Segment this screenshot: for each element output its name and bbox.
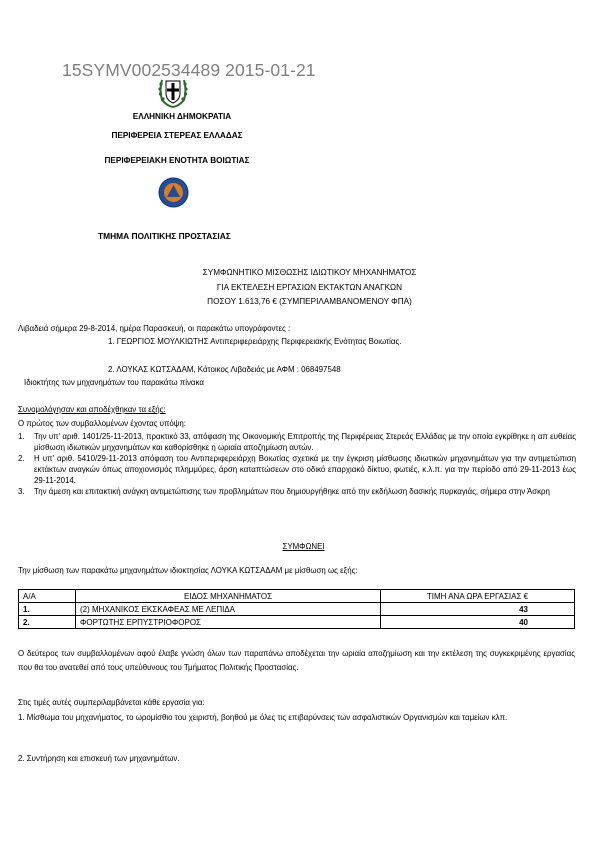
department-name: ΤΜΗΜΑ ΠΟΛΙΤΙΚΗΣ ΠΡΟΣΤΑΣΙΑΣ bbox=[98, 231, 231, 241]
col-header-aa: Α/Α bbox=[19, 590, 76, 603]
list-item bbox=[18, 486, 576, 497]
civil-protection-emblem-icon bbox=[158, 177, 189, 208]
lease-line: Την μίσθωση των παρακάτω μηχανημάτων ιδιοκτησίας ΛΟΥΚΑ ΚΩΤΣΑΔΑΜ με μίσθωση ως εξής: bbox=[18, 566, 358, 575]
considered-line: Ο πρώτος των συμβαλλομένων έχοντας υπόψη: bbox=[18, 419, 186, 428]
prices-include-line: Στις τιμές αυτές συμπεριλαμβάνεται κάθε εργασία για: bbox=[18, 698, 205, 707]
party-2: 2. ΛΟΥΚΑΣ ΚΩΤΣΑΔΑΜ, Κάτοικος Λιβαδειάς με ΑΦΜ : 068497548 bbox=[108, 365, 341, 374]
list-item-text: Η υπ' αριθ. 5410/29-11-2013 απόφαση του Αντιπεριφερειάρχη Βοιωτίας σχετικά με την έγκριση μίσθωσης ιδιωτικών μηχανημάτων για την αντιμετώπιση εκτάκτων αναγκών όπως αποχιονισμός πλημμύρες, άρση καταπτώσεων στο οδικό επαρχιακό δίκτυο, φωτιές, κ.λ.π. για την περίοδο από 29-11-2013 έως 29-11-2014. bbox=[34, 454, 576, 485]
watermark-id: 15SYMV002534489 2015-01-21 bbox=[62, 60, 316, 80]
intro-line: Λιβαδειά σήμερα 29-8-2014, ημέρα Παρασκευή, οι παρακάτω υπογράφοντες : bbox=[18, 324, 291, 333]
agrees-heading: ΣΥΜΦΩΝΕΙ bbox=[282, 542, 325, 551]
list-item-text: Την άμεση και επιτακτική ανάγκη αντιμετώπισης των προβλημάτων που δημιουργήθηκε από την εκδήλωση δασικής πυρκαγιάς, σήμερα στην Άσκρη bbox=[34, 487, 550, 496]
title-line1: ΣΥΜΦΩΝΗΤΙΚΟ ΜΙΣΘΩΣΗΣ ΙΔΙΩΤΙΚΟΥ ΜΗΧΑΝΗΜΑΤΟΣ bbox=[202, 268, 417, 277]
cell-hourly-rate: 40 bbox=[381, 616, 575, 629]
table-header-row bbox=[19, 590, 575, 603]
table-row bbox=[19, 603, 575, 616]
list-item-text: Την υπ' αριθ. 1401/25-11-2013, πρακτικό 33, απόφαση της Οικονομικής Επιτροπής της Περιφέρειας Στερεάς Ελλάδας με την οποία εγκρίθηκε η απ ευθείας μίσθωση ιδιωτικών μηχανημάτων και καθορίσθηκε η ωριαία αποζημίωση αυτών. bbox=[34, 432, 576, 452]
greek-coat-of-arms-icon bbox=[156, 76, 190, 108]
title-line2: ΓΙΑ ΕΚΤΕΛΕΣΗ ΕΡΓΑΣΙΩΝ ΕΚΤΑΚΤΩΝ ΑΝΑΓΚΩΝ bbox=[216, 283, 403, 292]
list-item-number: 1. bbox=[18, 432, 25, 441]
table-row bbox=[19, 616, 575, 629]
header-line1: ΕΛΛΗΝΙΚΗ ΔΗΜΟΚΡΑΤΙΑ bbox=[132, 112, 232, 121]
cell-machine-type: ΦΟΡΤΩΤΗΣ ΕΡΠΥΣΤΡΙΟΦΟΡΟΣ bbox=[76, 616, 381, 629]
party-1: 1. ΓΕΩΡΓΙΟΣ ΜΟΥΛΚΙΩΤΗΣ Αντιπεριφερειάρχης Περιφερειακής Ενότητας Βοιωτίας. bbox=[108, 337, 402, 346]
header-line3: ΠΕΡΙΦΕΡΕΙΑΚΗ ΕΝΟΤΗΤΑ ΒΟΙΩΤΙΑΣ bbox=[104, 156, 250, 165]
party-2-role: Ιδιοκτήτης των μηχανημάτων του παρακάτω πίνακα bbox=[24, 378, 204, 387]
col-header-hourly-rate: ΤΙΜΗ ΑΝΑ ΩΡΑ ΕΡΓΑΣΙΑΣ € bbox=[381, 590, 575, 603]
agreed-heading: Συνομολόγησαν και αποδέχθηκαν τα εξής: bbox=[18, 405, 166, 414]
list-item-number: 3. bbox=[18, 487, 25, 496]
inclusion-item-2: 2. Συντήρηση και επισκευή των μηχανημάτων. bbox=[18, 754, 180, 763]
list-item-number: 2. bbox=[18, 454, 25, 463]
machinery-table bbox=[18, 589, 575, 629]
acceptance-paragraph: Ο δεύτερος των συμβαλλομένων αφού έλαβε γνώση όλων των παραπάνω αποδέχεται την ωριαία αποζημίωση και την εκτέλεση της συγκεκριμένης εργασίας που θα του ανατεθεί από τους υπεύθυνους του Τμήματος Πολιτικής Προστασίας. bbox=[18, 649, 575, 672]
list-item bbox=[18, 453, 576, 486]
considerations-list bbox=[18, 431, 576, 497]
inclusion-item-1: 1. Μίσθωμα του μηχανήματος, το ωρομίσθιο του χειριστή, βοηθού με όλες τις επιβαρύνσεις των ασφαλιστικών Οργανισμών και ταμείων κλπ. bbox=[18, 713, 508, 722]
cell-aa: 2. bbox=[19, 616, 76, 629]
cell-machine-type: (2) ΜΗΧΑΝΙΚΟΣ ΕΚΣΚΑΦΕΑΣ ΜΕ ΛΕΠΙΔΑ bbox=[76, 603, 381, 616]
header-line2: ΠΕΡΙΦΕΡΕΙΑ ΣΤΕΡΕΑΣ ΕΛΛΑΔΑΣ bbox=[111, 131, 243, 140]
list-item bbox=[18, 431, 576, 453]
cell-aa: 1. bbox=[19, 603, 76, 616]
col-header-machine-type: ΕΙΔΟΣ ΜΗΧΑΝΗΜΑΤΟΣ bbox=[76, 590, 381, 603]
cell-hourly-rate: 43 bbox=[381, 603, 575, 616]
title-line3: ΠΟΣΟΥ 1.613,76 € (ΣΥΜΠΕΡΙΛΑΜΒΑΝΟΜΕΝΟΥ ΦΠΑ) bbox=[207, 297, 412, 306]
